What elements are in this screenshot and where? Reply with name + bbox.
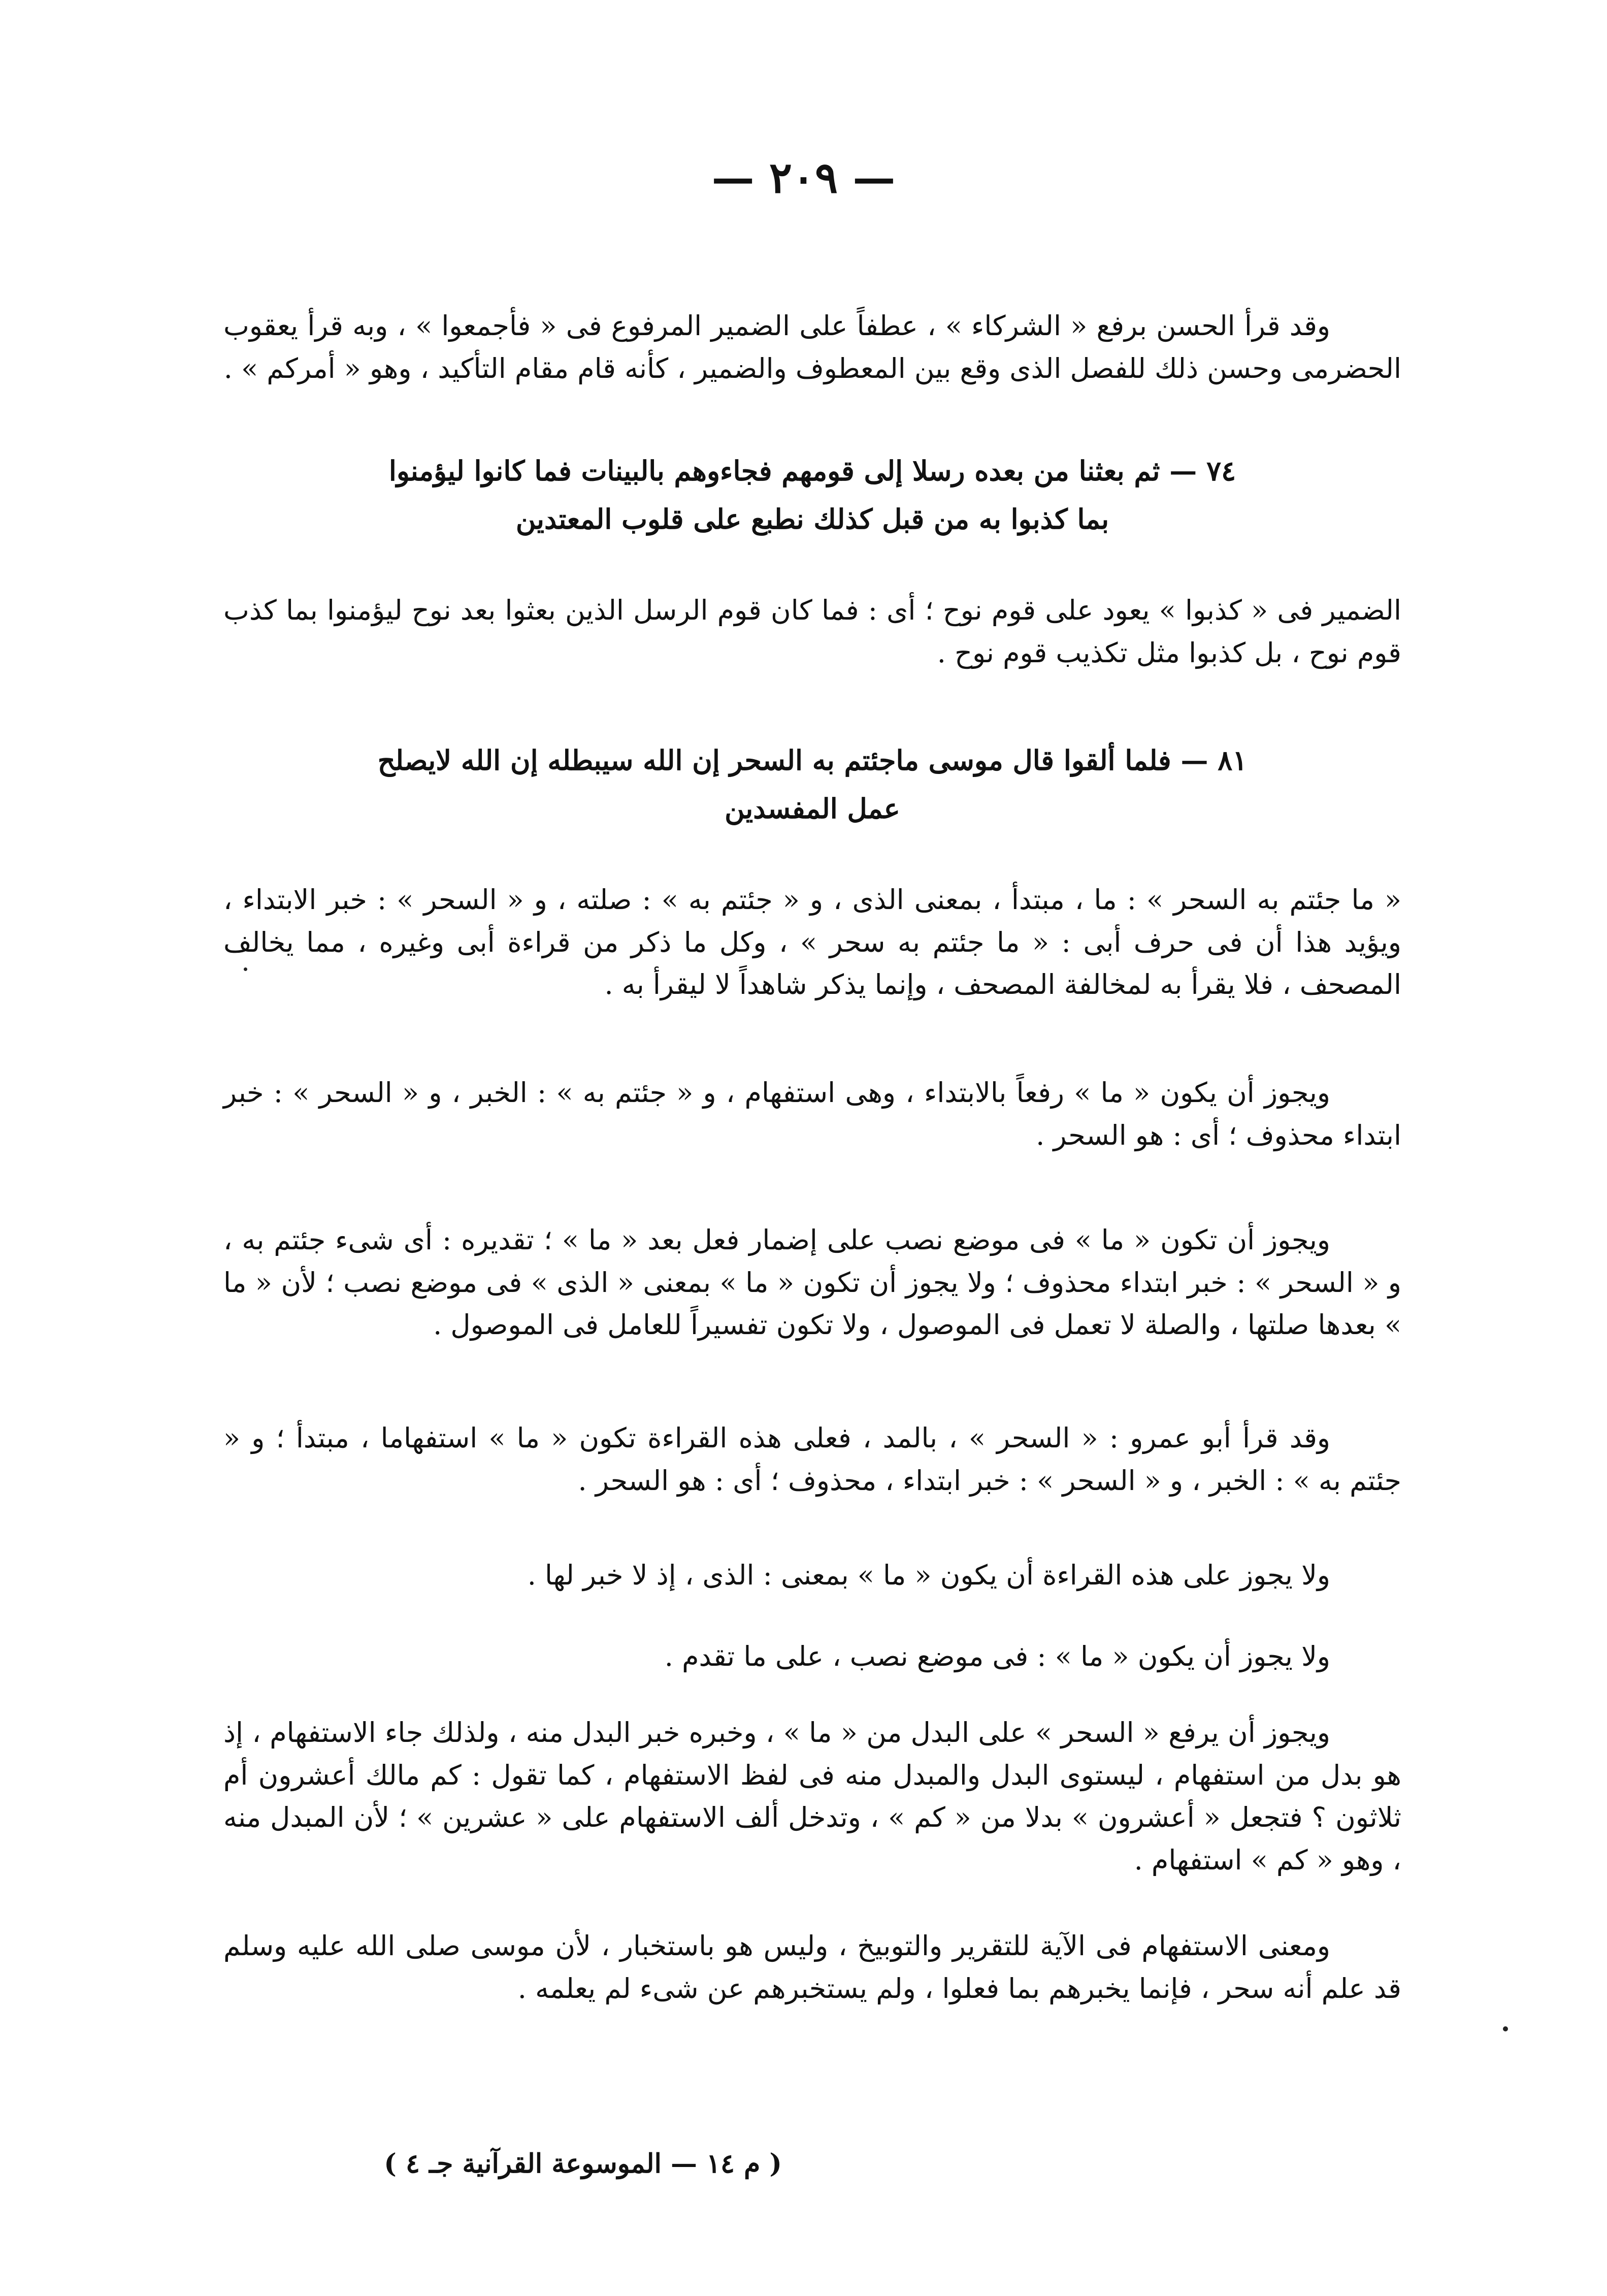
paragraph-ma-mubtada <box>223 879 1401 1006</box>
paragraph-text: « ما جئتم به السحر » : ما ، مبتدأ ، بمعنى الذى ، و « جئتم به » : صلته ، و « السحر » : خبر الابتداء ، ويؤيد هذا أن فى حرف أبى : « ما جئتم به سحر » ، وكل ما ذكر من قراءة أبى وغيره ، مما يخالف المصحف ، فلا يقرأ به لمخالفة المصحف ، وإنما يذكر شاهداً لا ليقرأ به . <box>223 884 1401 1001</box>
paragraph-text: ومعنى الاستفهام فى الآية للتقرير والتوبيخ ، وليس هو باستخبار ، لأن موسى صلى الله عليه وسلم قد علم أنه سحر ، فإنما يخبرهم بما فعلوا ، ولم يستخبرهم عن شىء لم يعلمه . <box>223 1930 1401 2004</box>
paragraph-no-nasb <box>223 1635 1401 1678</box>
paragraph-ma-nasb <box>223 1219 1401 1346</box>
verse-74 <box>254 447 1371 543</box>
page-number: — ٢٠٩ — <box>711 152 896 203</box>
scan-speck <box>1503 2026 1508 2031</box>
paragraph-text: ويجوز أن يكون « ما » رفعاً بالابتداء ، وهى استفهام ، و « جئتم به » : الخبر ، و « السحر » : خبر ابتداء محذوف ؛ أى : هو السحر . <box>223 1077 1401 1151</box>
paragraph-text: وقد قرأ الحسن برفع « الشركاء » ، عطفاً على الضمير المرفوع فى « فأجمعوا » ، وبه قرأ يعقوب الحضرمى وحسن ذلك للفصل الذى وقع بين المعطوف والضمير ، كأنه قام مقام التأكيد ، وهو « أمركم » . <box>223 310 1401 384</box>
paragraph-text: ويجوز أن تكون « ما » فى موضع نصب على إضمار فعل بعد « ما » ؛ تقديره : أى شىء جئتم به ، و « السحر » : خبر ابتداء محذوف ؛ ولا يجوز أن تكون « ما » بمعنى « الذى » فى موضع نصب ؛ لأن « ما » بعدها صلتها ، والصلة لا تعمل فى الموصول ، ولا تكون تفسيراً للعامل فى الموصول . <box>223 1224 1401 1341</box>
verse-81-line-2: عمل المفسدين <box>725 792 900 825</box>
verse-81 <box>254 736 1371 832</box>
paragraph-no-alladhi <box>223 1554 1401 1597</box>
paragraph-hasan-reading <box>223 305 1401 390</box>
paragraph-text: ولا يجوز على هذه القراءة أن يكون « ما » بمعنى : الذى ، إذ لا خبر لها . <box>527 1559 1330 1591</box>
paragraph-badal <box>223 1711 1401 1882</box>
verse-81-line-1: ٨١ — فلما ألقوا قال موسى ماجئتم به السحر إن الله سيبطله إن الله لايصلح <box>377 744 1248 777</box>
paragraph-meaning <box>223 1925 1401 2010</box>
paragraph-text: وقد قرأ أبو عمرو : « السحر » ، بالمد ، فعلى هذه القراءة تكون « ما » استفهاما ، مبتدأ ؛ و « جئتم به » : الخبر ، و « السحر » : خبر ابتداء ، محذوف ؛ أى : هو السحر . <box>223 1422 1401 1497</box>
footer-signature: ( م ١٤ — الموسوعة القرآنية جـ ٤ ) <box>384 2148 782 2179</box>
paragraph-pronoun <box>223 589 1401 674</box>
paragraph-abu-amr <box>223 1417 1401 1502</box>
paragraph-text: الضمير فى « كذبوا » يعود على قوم نوح ؛ أى : فما كان قوم الرسل الذين بعثوا بعد نوح ليؤمنوا بما كذب قوم نوح ، بل كذبوا مثل تكذيب قوم نوح . <box>223 594 1401 669</box>
paragraph-text: ويجوز أن يرفع « السحر » على البدل من « ما » ، وخبره خبر البدل منه ، ولذلك جاء الاستفهام ، إذ هو بدل من استفهام ، ليستوى البدل والمبدل منه فى لفظ الاستفهام ، كما تقول : كم مالك أعشرون أم ثلاثون ؟ فتجعل « أعشرون » بدلا من « كم » ، وتدخل ألف الاستفهام على « عشرين » ؛ لأن المبدل منه ، وهو « كم » استفهام . <box>223 1717 1401 1877</box>
verse-74-line-1: ٧٤ — ثم بعثنا من بعده رسلا إلى قومهم فجاءوهم بالبينات فما كانوا ليؤمنوا <box>388 455 1236 487</box>
paragraph-text: ولا يجوز أن يكون « ما » : فى موضع نصب ، على ما تقدم . <box>664 1640 1330 1672</box>
scan-speck <box>244 967 247 971</box>
verse-74-line-2: بما كذبوا به من قبل كذلك نطبع على قلوب المعتدين <box>515 502 1109 535</box>
paragraph-ma-istifham <box>223 1072 1401 1156</box>
